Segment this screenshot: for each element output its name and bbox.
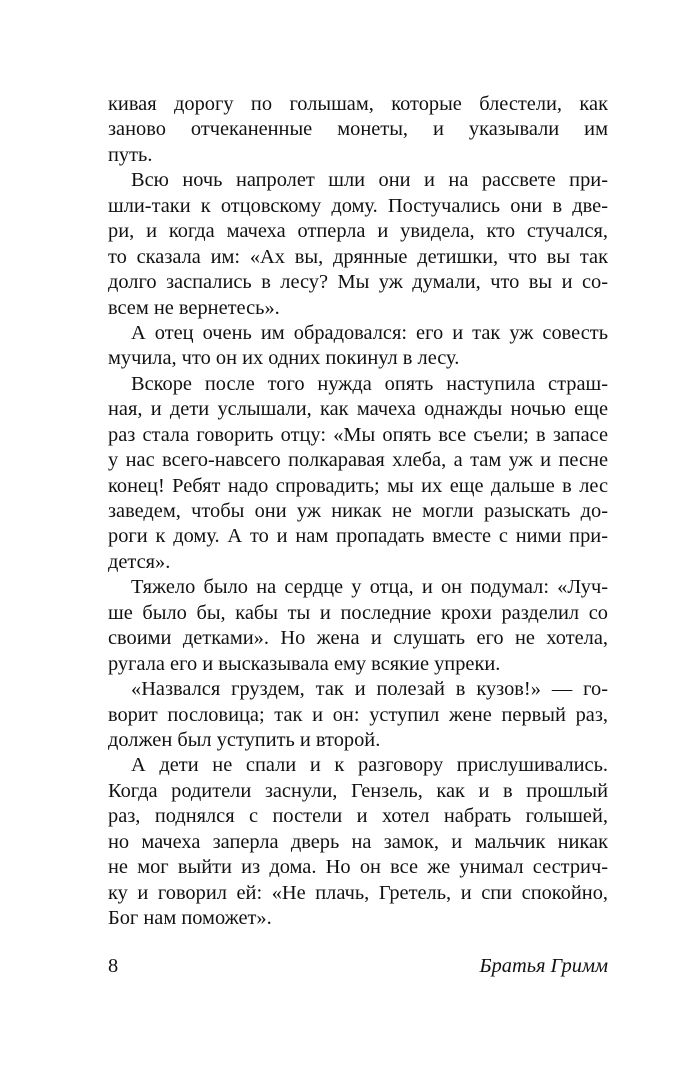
text-line: у нас всего-навсего полкаравая хлеба, а там уж и песне bbox=[108, 449, 608, 472]
text-line: путь. bbox=[108, 143, 153, 166]
text-line: мучила, что он их одних покинул в лесу. bbox=[108, 347, 460, 370]
text-line: то сказала им: «Ах вы, дрянные детишки, что вы так bbox=[108, 245, 608, 268]
text-line: Когда родители заснули, Гензель, как и в прошлый bbox=[108, 779, 608, 802]
text-line: должен был уступить и второй. bbox=[108, 728, 381, 751]
text-line: ку и говорил ей: «Не плачь, Гретель, и спи спокойно, bbox=[108, 881, 608, 904]
paragraph bbox=[108, 168, 608, 321]
text-line: шли-таки к отцовскому дому. Постучались они в две- bbox=[108, 194, 608, 217]
text-line: ше было бы, кабы ты и последние крохи разделил со bbox=[108, 601, 608, 624]
text-line: долго заспались в лесу? Мы уж думали, что вы и со- bbox=[108, 271, 608, 294]
text-line: Вскоре после того нужда опять наступила страш- bbox=[131, 372, 608, 395]
text-line: раз, поднялся с постели и хотел набрать голышей, bbox=[108, 805, 608, 828]
paragraph bbox=[108, 575, 608, 677]
text-line: раз стала говорить отцу: «Мы опять все съели; в запасе bbox=[108, 423, 608, 446]
paragraph bbox=[108, 321, 608, 372]
text-line: ворит пословица; так и он: уступил жене первый раз, bbox=[108, 703, 608, 726]
text-line: конец! Ребят надо спровадить; мы их еще дальше в лес bbox=[108, 474, 608, 497]
text-line: заведем, чтобы они уж никак не могли разыскать до- bbox=[108, 500, 608, 522]
text-line: кивая дорогу по голышам, которые блестели, как bbox=[108, 93, 608, 115]
text-line: всем не вернетесь». bbox=[108, 296, 280, 319]
page-footer bbox=[108, 955, 608, 981]
text-line: Бог нам поможет». bbox=[108, 907, 272, 929]
paragraph bbox=[108, 677, 608, 753]
text-line: но мачеха заперла дверь на замок, и мальчик никак bbox=[108, 830, 608, 853]
paragraph bbox=[108, 92, 608, 168]
text-line: ри, и когда мачеха отперла и увидела, кто стучался, bbox=[108, 220, 608, 243]
text-line: Тяжело было на сердце у отца, и он подумал: «Луч- bbox=[131, 576, 608, 599]
paragraph bbox=[108, 753, 608, 931]
page-number: 8 bbox=[108, 955, 119, 977]
text-line: роги к дому. А то и нам пропадать вместе с ними при- bbox=[108, 525, 608, 548]
book-page-body bbox=[108, 92, 608, 931]
running-title: Братья Гримм bbox=[479, 955, 608, 977]
text-line: заново отчеканенные монеты, и указывали им bbox=[108, 118, 608, 141]
text-line: Всю ночь напролет шли они и на рассвете при- bbox=[131, 169, 608, 192]
text-line: А дети не спали и к разговору прислушивались. bbox=[131, 754, 608, 777]
text-line: ная, и дети услышали, как мачеха однажды ночью еще bbox=[108, 398, 608, 421]
paragraph bbox=[108, 372, 608, 576]
text-line: дется». bbox=[108, 550, 171, 573]
text-line: А отец очень им обрадовался: его и так уж совесть bbox=[131, 321, 608, 344]
text-line: «Назвался груздем, так и полезай в кузов!» — го- bbox=[131, 678, 608, 701]
text-line: своими детками». Но жена и слушать его не хотела, bbox=[108, 627, 608, 650]
text-line: ругала его и высказывала ему всякие упреки. bbox=[108, 652, 501, 675]
text-line: не мог выйти из дома. Но он все же унимал сестрич- bbox=[108, 856, 608, 879]
